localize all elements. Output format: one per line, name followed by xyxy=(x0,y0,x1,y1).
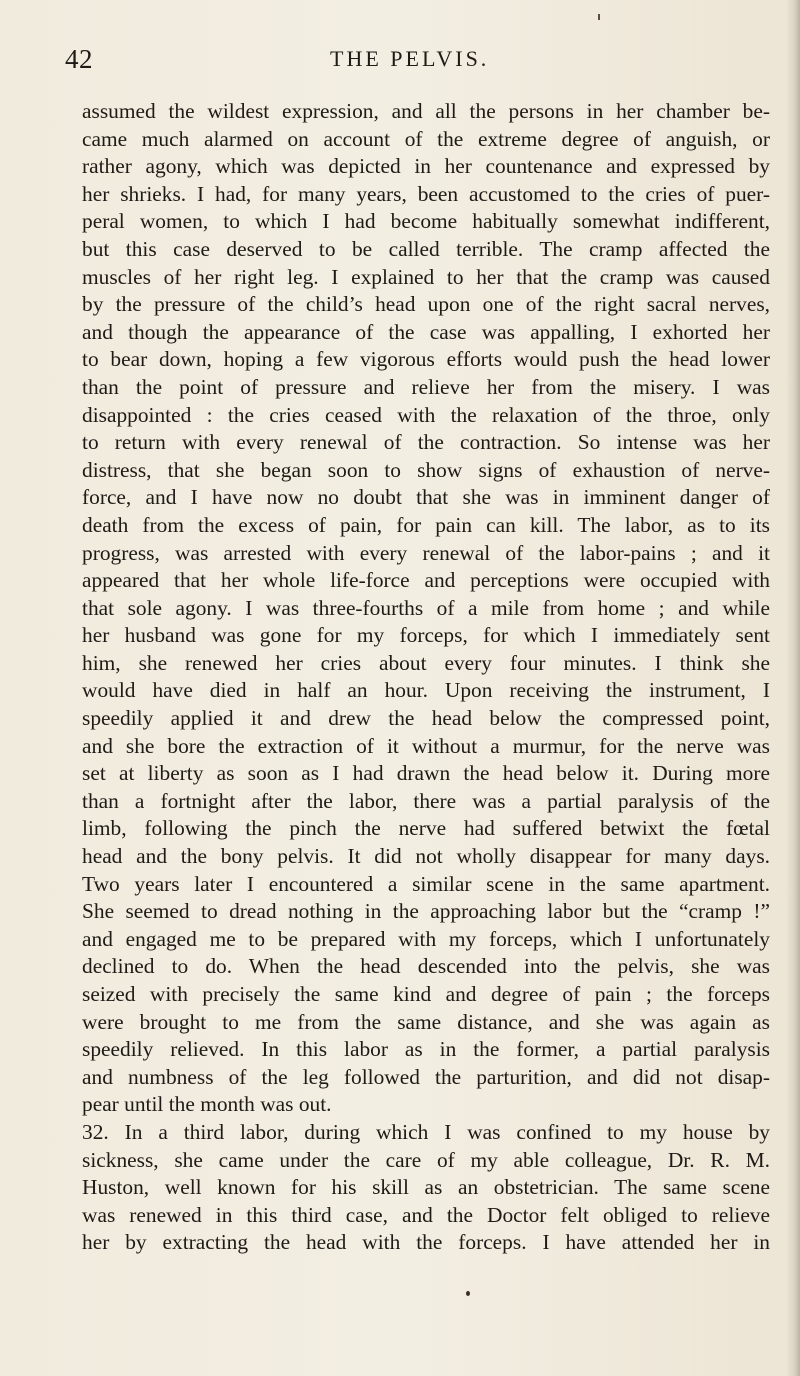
text-line: muscles of her right leg. I explained to her that the cramp was caused xyxy=(82,264,770,289)
text-line: was renewed in this third case, and the Doctor felt obliged to relieve xyxy=(82,1202,770,1227)
text-line: would have died in half an hour. Upon receiving the instrument, I xyxy=(82,678,770,703)
text-line: her husband was gone for my forceps, for which I immediately sent xyxy=(82,623,770,648)
text-line: Huston, well known for his skill as an obstetrician. The same scene xyxy=(82,1175,770,1200)
page-number: 42 xyxy=(65,44,93,74)
page-edge-shadow xyxy=(786,0,800,1376)
text-line: pear until the month was out. xyxy=(82,1092,332,1117)
text-line: than the point of pressure and relieve her from the misery. I was xyxy=(82,374,770,399)
text-line: head and the bony pelvis. It did not wholly disappear for many days. xyxy=(82,844,770,869)
text-line: seized with precisely the same kind and degree of pain ; the forceps xyxy=(82,982,770,1006)
running-head: THE PELVIS. xyxy=(330,46,490,71)
text-line: rather agony, which was depicted in her countenance and expressed by xyxy=(82,154,770,179)
text-line: She seemed to dread nothing in the approaching labor but the “cramp !” xyxy=(82,899,770,924)
text-line: her by extracting the head with the forceps. I have attended her in xyxy=(82,1230,770,1255)
text-line: assumed the wildest expression, and all the persons in her chamber be- xyxy=(82,99,770,123)
page-header xyxy=(0,44,800,84)
ink-speck xyxy=(466,1291,470,1296)
text-line: and engaged me to be prepared with my forceps, which I unfortunately xyxy=(82,926,770,951)
text-line: declined to do. When the head descended into the pelvis, she was xyxy=(82,954,770,979)
text-line: and though the appearance of the case was appalling, I exhorted her xyxy=(82,319,770,344)
text-line: speedily relieved. In this labor as in the former, a partial paralysis xyxy=(82,1037,770,1062)
text-line: by the pressure of the child’s head upon one of the right sacral nerves, xyxy=(82,292,770,317)
text-line: came much alarmed on account of the extreme degree of anguish, or xyxy=(82,126,770,151)
text-line: disappointed : the cries ceased with the relaxation of the throe, only xyxy=(82,402,770,427)
text-line: to bear down, hoping a few vigorous efforts would push the head lower xyxy=(82,347,770,372)
print-mark xyxy=(598,14,600,20)
text-line: and she bore the extraction of it without a murmur, for the nerve was xyxy=(82,733,770,758)
text-line: peral women, to which I had become habitually somewhat indifferent, xyxy=(82,209,770,234)
text-line: were brought to me from the same distance, and she was again as xyxy=(82,1009,770,1034)
text-line: appeared that her whole life-force and perceptions were occupied with xyxy=(82,568,770,593)
text-line: her shrieks. I had, for many years, been accustomed to the cries of puer- xyxy=(82,181,770,206)
text-line: him, she renewed her cries about every four minutes. I think she xyxy=(82,650,770,675)
text-line: set at liberty as soon as I had drawn the head below it. During more xyxy=(82,761,770,786)
text-line: speedily applied it and drew the head below the compressed point, xyxy=(82,706,770,731)
text-line: than a fortnight after the labor, there was a partial paralysis of the xyxy=(82,788,770,813)
text-line: limb, following the pinch the nerve had suffered betwixt the fœtal xyxy=(82,816,770,841)
text-line: to return with every renewal of the contraction. So intense was her xyxy=(82,430,770,455)
text-line: Two years later I encountered a similar scene in the same apartment. xyxy=(82,871,770,896)
text-line: death from the excess of pain, for pain can kill. The labor, as to its xyxy=(82,512,770,537)
text-line: force, and I have now no doubt that she was in imminent danger of xyxy=(82,485,770,510)
text-line: progress, was arrested with every renewal of the labor-pains ; and it xyxy=(82,540,770,565)
text-line: distress, that she began soon to show signs of exhaustion of nerve- xyxy=(82,457,770,482)
text-line: 32. In a third labor, during which I was confined to my house by xyxy=(82,1119,770,1144)
text-line: that sole agony. I was three-fourths of a mile from home ; and while xyxy=(82,595,770,620)
text-line: sickness, she came under the care of my able colleague, Dr. R. M. xyxy=(82,1147,770,1172)
text-line: and numbness of the leg followed the parturition, and did not disap- xyxy=(82,1064,770,1089)
text-line: but this case deserved to be called terrible. The cramp affected the xyxy=(82,236,770,261)
body-text xyxy=(82,98,770,1257)
